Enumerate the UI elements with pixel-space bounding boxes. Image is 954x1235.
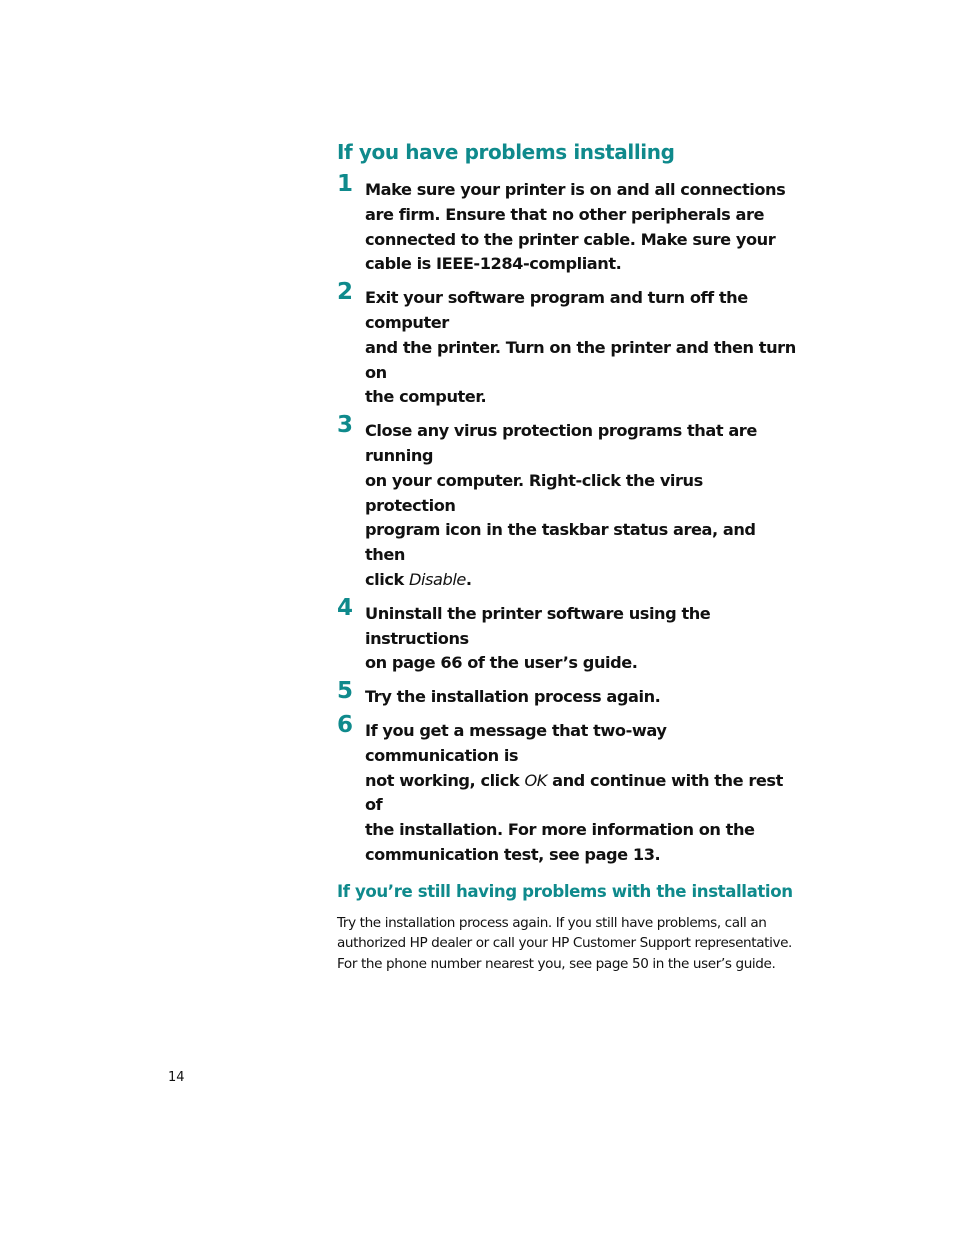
- step-1: [337, 171, 797, 277]
- ui-term-ok: OK: [524, 770, 547, 790]
- page-number: 14: [168, 1070, 185, 1085]
- step-3: [337, 412, 797, 593]
- ui-term-disable: Disable: [409, 569, 466, 589]
- step-5: [337, 678, 797, 710]
- step-number: 5: [337, 678, 354, 705]
- step-number: 3: [337, 412, 354, 439]
- step-text: Make sure your printer is on and all connections are firm. Ensure that no other peripherals are connected to the printer cable. Make sure your cable is IEEE-1284-compliant.: [365, 180, 786, 274]
- step-text: Try the installation process again.: [365, 687, 661, 707]
- step-text: Exit your software program and turn off the computer and the printer. Turn on the printer and then turn on the computer.: [365, 288, 796, 407]
- step-number: 6: [337, 711, 354, 738]
- step-text: Uninstall the printer software using the instructions on page 66 of the user’s guide.: [365, 603, 711, 673]
- step-2: [337, 279, 797, 410]
- step-text: If you get a message that two-way communication is not working, click OK and continue with the rest of the installation. For more information on the communication test, see page 13.: [365, 720, 783, 864]
- page-content: [337, 140, 797, 974]
- step-number: 4: [337, 594, 354, 621]
- step-6: [337, 711, 797, 868]
- step-4: [337, 594, 797, 676]
- step-text: Close any virus protection programs that are running on your computer. Right-click the virus protection program icon in the taskbar status area, and then click Disable.: [365, 421, 757, 589]
- body-paragraph: Try the installation process again. If you still have problems, call an authorized HP dealer or call your HP Customer Support representative. For the phone number nearest you, see page 50 in the user’s guide.: [337, 914, 792, 972]
- step-number: 1: [337, 171, 354, 197]
- section-heading: If you have problems installing: [337, 140, 675, 164]
- step-number: 2: [337, 279, 354, 306]
- sub-heading: If you’re still having problems with the installation: [337, 881, 793, 901]
- step-list: [337, 171, 797, 868]
